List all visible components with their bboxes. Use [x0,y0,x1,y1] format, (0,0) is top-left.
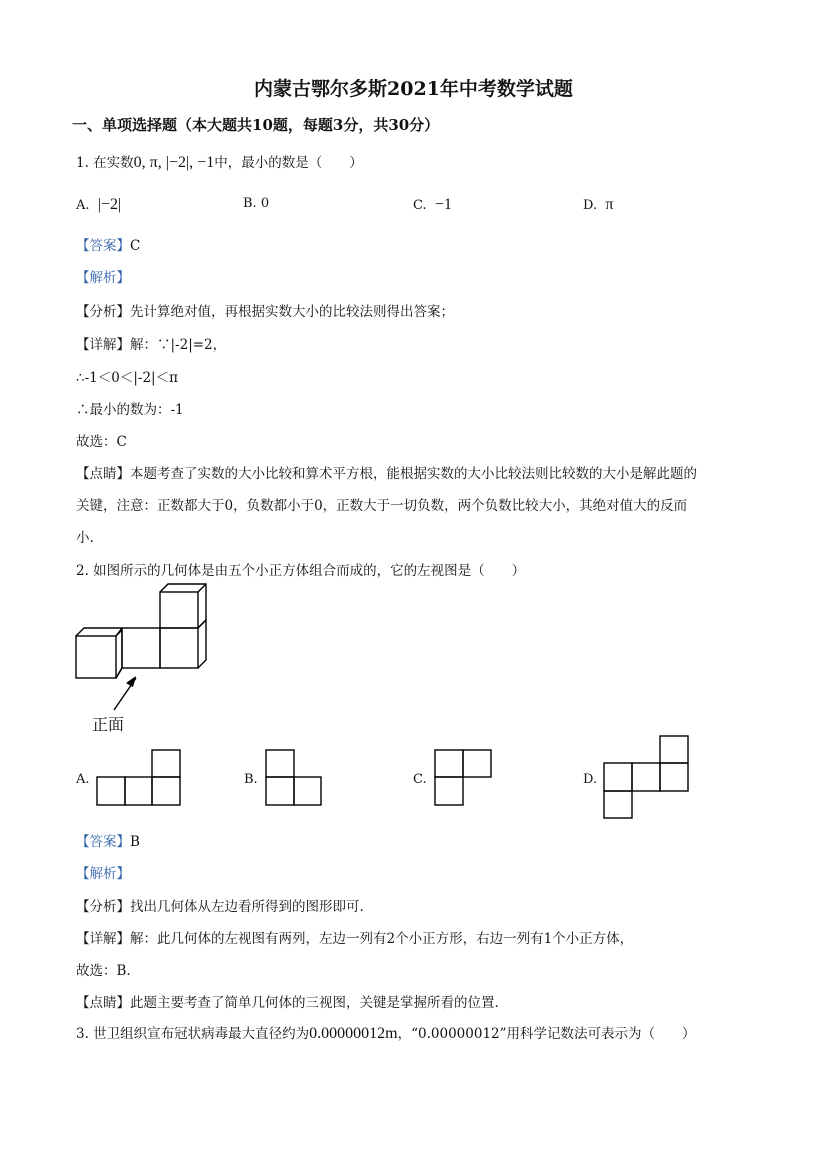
q1-stem-prefix: 1. 在实数 [76,155,134,171]
q2-option-a-figure [96,748,186,808]
q1-xiangjie: 【详解】解：∵|-2|=2， [76,337,227,353]
q2-stem: 2. 如图所示的几何体是由五个小正方体组合而成的，它的左视图是（ ） [76,563,526,579]
q2-xiangjie: 【详解】解：此几何体的左视图有两列，左边一列有2个小正方形，右边一列有1个小正方体， [76,931,634,947]
q1-stem-suffix: 中，最小的数是（ ） [214,155,363,171]
q1-choose: 故选：C [76,434,127,450]
q1-option-d: D. π [583,196,614,213]
q2-choose: 故选：B. [76,963,131,979]
q3-stem: 3. 世卫组织宣布冠状病毒最大直径约为0.00000012m，“0.00000012”用科学记数法可表示为（ ） [76,1025,696,1042]
q1-dianjing-line2: 关键，注意：正数都大于0，负数都小于0，正数大于一切负数，两个负数比较大小，其绝对值大的反而 [76,498,688,514]
q2-dianjing: 【点睛】此题主要考查了简单几何体的三视图，关键是掌握所看的位置. [76,995,499,1011]
q2-option-c-label: C. [413,772,427,787]
front-label: 正面 [92,715,125,734]
q2-option-a-label: A. [76,772,90,787]
q1-dianjing: 【点睛】本题考查了实数的大小比较和算术平方根，能根据实数的大小比较法则比较数的大小是解此题的 [76,466,697,482]
q1-analysis-tag: 【解析】 [76,270,130,286]
q2-option-d-figure [603,734,693,824]
section-heading: 一、单项选择题（本大题共10题，每题3分，共30分） [72,116,440,134]
q1-answer: 【答案】C [76,238,141,254]
q2-fenxi: 【分析】找出几何体从左边看所得到的图形即可. [76,899,364,915]
q1-stem-math: 0, π, |−2|, −1 [133,154,215,171]
q1-option-b: B. 0 [243,196,270,211]
q1-stem [76,151,363,172]
q1-therefore-1: ∴-1＜0＜|-2|＜π [76,370,178,386]
q2-answer: 【答案】B [76,834,140,850]
q2-option-b-figure [265,748,325,808]
q1-dianjing-line3: 小. [76,530,94,546]
q1-therefore-2: ∴最小的数为：-1 [76,402,184,418]
q2-analysis-tag: 【解析】 [76,866,130,882]
solid-figure [70,580,230,700]
q2-option-d-label: D. [583,772,598,787]
page-title: 内蒙古鄂尔多斯2021年中考数学试题 [254,78,573,100]
q1-option-c: C. −1 [413,196,452,213]
q1-option-a: A. |−2| [76,196,122,213]
q1-fenxi: 【分析】先计算绝对值，再根据实数大小的比较法则得出答案； [76,304,454,320]
q2-option-c-figure [434,748,496,808]
q2-option-b-label: B. [244,772,258,787]
